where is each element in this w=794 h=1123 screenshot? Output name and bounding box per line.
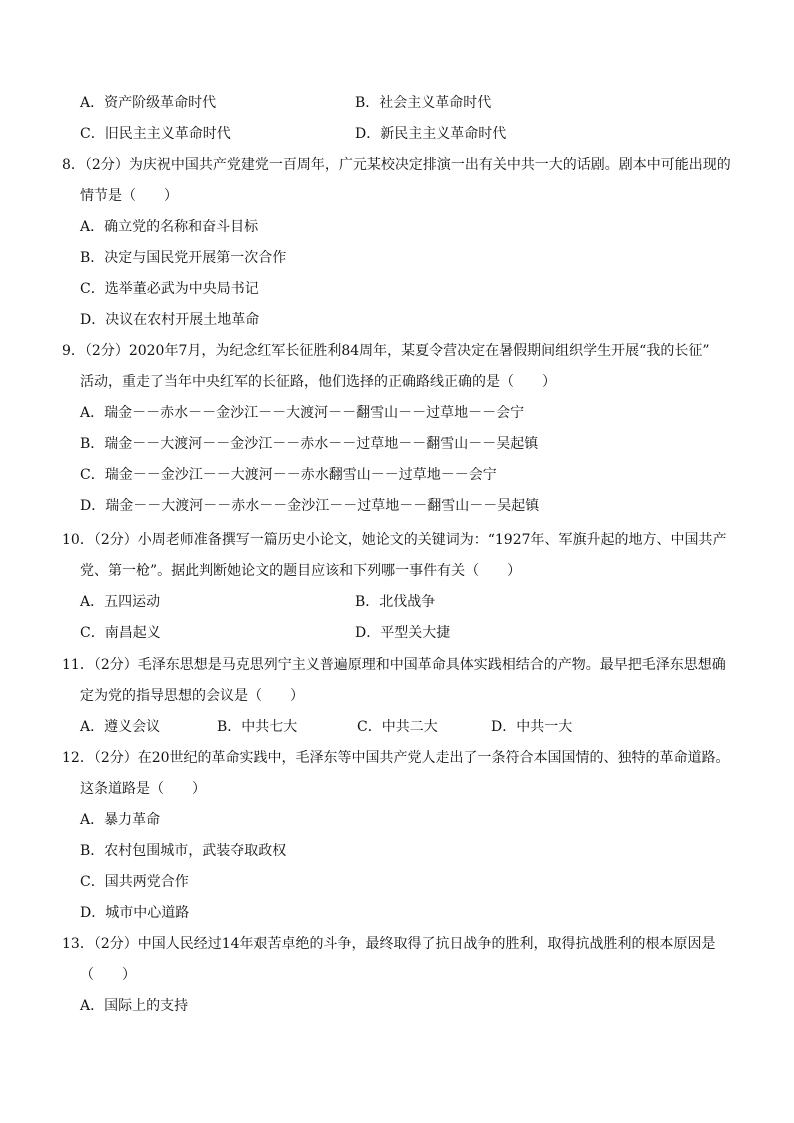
q10-stem-line1: 10．（2分）小周老师准备撰写一篇历史小论文，她论文的关键词为：“1927年、军旗升起的地方、中国共产 <box>62 532 727 548</box>
q13-option-a: A．国际上的支持 <box>80 998 189 1014</box>
q9-stem-line2: 活动，重走了当年中央红军的长征路，他们选择的正确路线正确的是（ ） <box>80 374 556 390</box>
q7-option-b: B．社会主义革命时代 <box>355 95 492 111</box>
q10-option-a: A．五四运动 <box>80 594 161 610</box>
q7-option-c: C．旧民主主义革命时代 <box>80 126 231 142</box>
q13-stem-line2: （ ） <box>80 967 136 983</box>
q9-option-b: B．瑞金－－大渡河－－金沙江－－赤水－－过草地－－翻雪山－－吴起镇 <box>80 436 539 452</box>
q7-option-d: D．新民主主义革命时代 <box>355 126 507 142</box>
q9-option-c: C．瑞金－－金沙江－－大渡河－－赤水翻雪山－－过草地－－会宁 <box>80 467 497 483</box>
q12-option-a: A．暴力革命 <box>80 812 161 828</box>
q13-stem-line1: 13．（2分）中国人民经过14年艰苦卓绝的斗争，最终取得了抗日战争的胜利，取得抗战胜利的根本原因是 <box>62 936 716 952</box>
q12-option-b: B．农村包围城市，武装夺取政权 <box>80 843 287 859</box>
q8-stem-line2: 情节是（ ） <box>80 188 178 204</box>
q12-option-c: C．国共两党合作 <box>80 874 189 890</box>
q11-option-d: D．中共一大 <box>491 719 573 735</box>
q8-option-d: D．决议在农村开展土地革命 <box>80 312 260 328</box>
q11-option-a: A．遵义会议 <box>80 719 161 735</box>
q10-option-b: B．北伐战争 <box>355 594 436 610</box>
q8-option-b: B．决定与国民党开展第一次合作 <box>80 250 287 266</box>
q12-stem-line1: 12．（2分）在20世纪的革命实践中，毛泽东等中国共产党人走出了一条符合本国国情的、独特的革命道路。 <box>62 750 730 766</box>
q12-stem-line2: 这条道路是（ ） <box>80 781 206 797</box>
q11-option-b: B．中共七大 <box>217 719 298 735</box>
q9-option-d: D．瑞金－－大渡河－－赤水－－金沙江－－过草地－－翻雪山－－吴起镇 <box>80 498 540 514</box>
q11-stem-line1: 11．（2分）毛泽东思想是马克思列宁主义普遍原理和中国革命具体实践相结合的产物。最早把毛泽东思想确 <box>62 657 726 673</box>
q11-stem-line2: 定为党的指导思想的会议是（ ） <box>80 688 304 704</box>
q9-option-a: A．瑞金－－赤水－－金沙江－－大渡河－－翻雪山－－过草地－－会宁 <box>80 405 525 421</box>
q10-stem-line2: 党、第一枪”。据此判断她论文的题目应该和下列哪一事件有关（ ） <box>80 563 522 579</box>
q8-option-c: C．选举董必武为中央局书记 <box>80 281 259 297</box>
q12-option-d: D．城市中心道路 <box>80 905 190 921</box>
q10-option-c: C．南昌起义 <box>80 625 161 641</box>
q9-stem-line1: 9．（2分）2020年7月，为纪念红军长征胜利84周年，某夏令营决定在暑假期间组织学生开展“我的长征” <box>62 343 710 359</box>
q8-stem-line1: 8．（2分）为庆祝中国共产党建党一百周年，广元某校决定排演一出有关中共一大的话剧。剧本中可能出现的 <box>62 157 731 173</box>
q7-option-a: A．资产阶级革命时代 <box>80 95 217 111</box>
q10-option-d: D．平型关大捷 <box>355 625 451 641</box>
q11-option-c: C．中共二大 <box>357 719 438 735</box>
q8-option-a: A．确立党的名称和奋斗目标 <box>80 219 259 235</box>
